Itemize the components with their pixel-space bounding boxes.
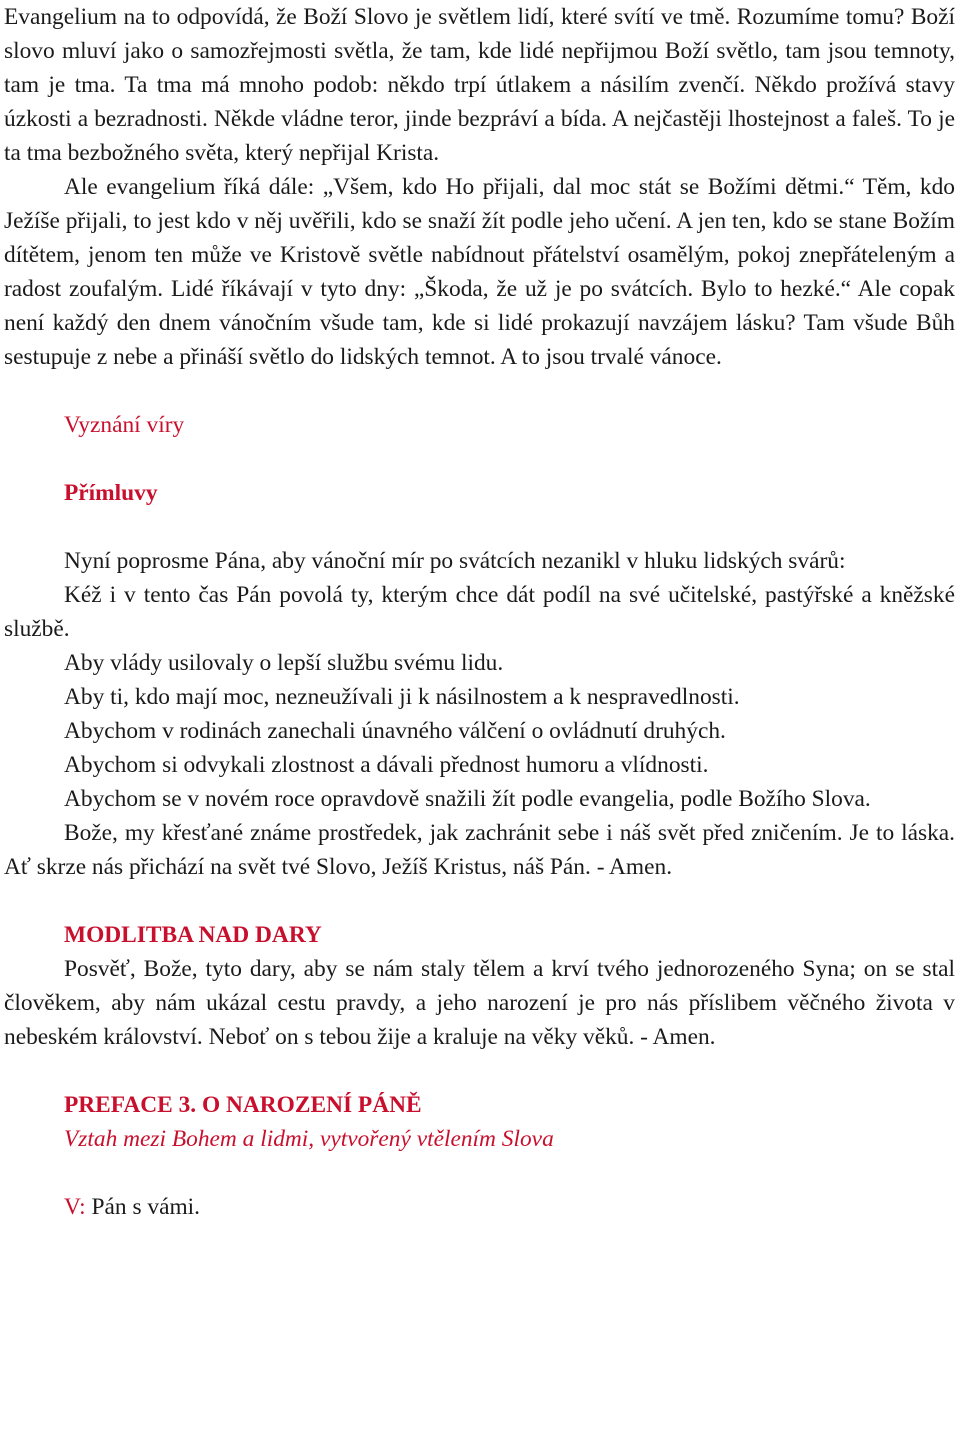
- spacer: [4, 1156, 955, 1190]
- spacer: [4, 374, 955, 408]
- dialogue-marker: V:: [64, 1194, 86, 1220]
- gifts-prayer: Posvěť, Bože, tyto dary, aby se nám staly tělem a krví tvého jednorozeného Syna; on se stal člověkem, aby nám ukázal cestu pravdy, a jeho narození je pro nás příslibem věčného života v nebeském království. Neboť on s tebou žije a kraluje na věky věků. - Amen.: [4, 956, 955, 1050]
- intercession-intro: Nyní poprosme Pána, aby vánoční mír po svátcích nezanikl v hluku lidských svárů:: [64, 548, 846, 574]
- intercession-item: Aby ti, kdo mají moc, nezneužívali ji k násilnostem a k nespravedlnosti.: [64, 684, 740, 710]
- spacer: [4, 510, 955, 544]
- spacer: [4, 442, 955, 476]
- document-page: [4, 0, 955, 1224]
- preface-heading: PREFACE 3. O NAROZENÍ PÁNĚ: [64, 1092, 422, 1118]
- creed-heading: Vyznání víry: [64, 412, 185, 438]
- intercession-item: Kéž i v tento čas Pán povolá ty, kterým chce dát podíl na své učitelské, pastýřské a kněžské službě.: [4, 582, 955, 642]
- spacer: [4, 1054, 955, 1088]
- dialogue-line: [4, 1190, 955, 1224]
- preface-subtitle: Vztah mezi Bohem a lidmi, vytvořený vtělením Slova: [64, 1126, 554, 1152]
- intercession-item: Aby vlády usilovaly o lepší službu svému lidu.: [64, 650, 504, 676]
- intercession-closing: Bože, my křesťané známe prostředek, jak zachránit sebe i náš svět před zničením. Je to láska. Ať skrze nás přichází na svět tvé Slovo, Ježíš Kristus, náš Pán. - Amen.: [4, 820, 955, 880]
- intercession-item: Abychom v rodinách zanechali únavného válčení o ovládnutí druhých.: [64, 718, 726, 744]
- homily-paragraph-1: Evangelium na to odpovídá, že Boží Slovo je světlem lidí, které svítí ve tmě. Rozumíme tomu? Boží slovo mluví jako o samozřejmosti světla, že tam, kde lidé nepřijmou Boží světlo, tam jsou temnoty, tam je tma. Ta tma má mnoho podob: někdo trpí útlakem a násilím zvenčí. Někdo prožívá stavy úzkosti a bezradnosti. Někde vládne teror, jinde bezpráví a bída. A nejčastěji lhostejnost a faleš. To je ta tma bezbožného světa, který nepřijal Krista.: [4, 4, 955, 166]
- intercession-item: Abychom si odvykali zlostnost a dávali přednost humoru a vlídnosti.: [64, 752, 709, 778]
- spacer: [4, 884, 955, 918]
- homily-paragraph-2: Ale evangelium říká dále: „Všem, kdo Ho přijali, dal moc stát se Božími dětmi.“ Těm, kdo Ježíše přijali, to jest kdo v něj uvěřili, kdo se snaží žít podle jeho učení. A jen ten, kdo se stane Božím dítětem, jenom ten může ve Kristově světle nabídnout přátelství osamělým, pokoj znepřáteleným a radost zoufalým. Lidé říkávají v tyto dny: „Škoda, že už je po svátcích. Bylo to hezké.“ Ale copak není každý den dnem vánočním všude tam, kde si lidé prokazují navzájem lásku? Tam všude Bůh sestupuje z nebe a přináší světlo do lidských temnot. A to jsou trvalé vánoce.: [4, 174, 955, 370]
- gifts-heading: MODLITBA NAD DARY: [64, 922, 322, 948]
- dialogue-text: Pán s vámi.: [91, 1194, 201, 1220]
- intercessions-heading: Přímluvy: [64, 480, 158, 506]
- intercession-item: Abychom se v novém roce opravdově snažili žít podle evangelia, podle Božího Slova.: [64, 786, 871, 812]
